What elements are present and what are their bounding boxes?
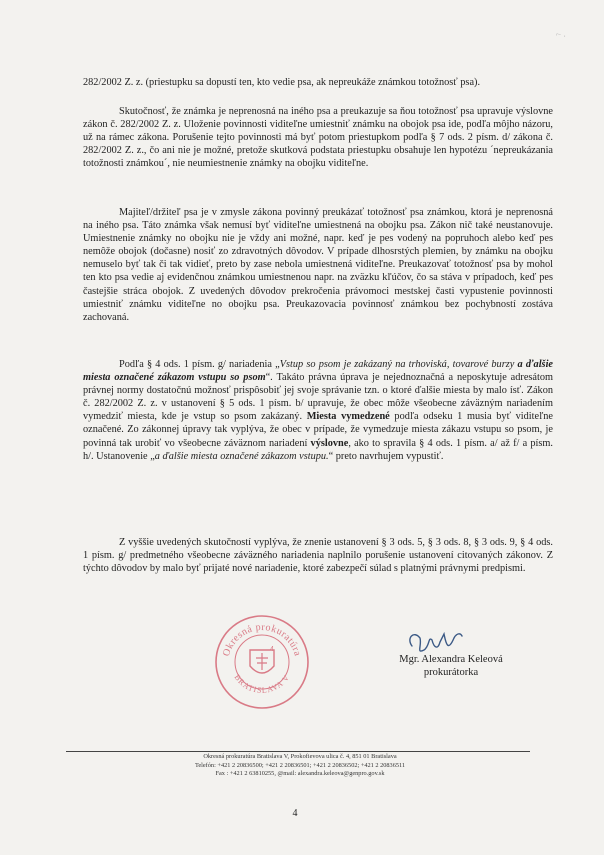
paragraph-regulation-4-1-g (83, 358, 553, 463)
footer-fax-email: Fax : +421 2 63810255, @mail: alexandra.keleova@genpro.gov.sk (215, 770, 385, 778)
official-stamp (212, 612, 312, 712)
stamp-bottom-text: BRATISLAVA V (232, 672, 292, 695)
page-number: 4 (292, 808, 298, 819)
emphasis-miesta-vymedzene: Miesta vymedzené (306, 411, 390, 423)
paragraph-conclusion: Z vyššie uvedených skutočností vyplýva, že znenie ustanovení § 3 ods. 5, § 3 ods. 8, § 3 ods. 9, § 4 ods. 1 písm. g/ predmetného všeobecne záväzného nariadenia naplnilo porušenie ustanovení citovaných zákonov. Z týchto dôvodov by malo byť prijaté nové nariadenie, ktoré zabezpečí súlad s platnými právnymi predpismi. (83, 537, 553, 575)
signatory-title: prokurátorka (423, 667, 479, 678)
text-run: , ako to spravila § 4 ods. 1 písm. a/ až f/ a písm. h/. Ustanovenie „ (83, 437, 553, 462)
text-run: “ preto navrhujem vypustiť. (328, 450, 444, 462)
svg-text:Okresná prokuratúra (221, 622, 303, 658)
footer-divider (66, 751, 530, 752)
footer-address: Okresná prokuratúra Bratislava V, Prokofievova ulica č. 4, 851 01 Bratislava (203, 753, 397, 760)
stamp-top-text: Okresná prokuratúra (220, 621, 303, 658)
paragraph-owner-obligation: Majiteľ/držiteľ psa je v zmysle zákona povinný preukázať totožnosť psa známkou, ktorá je neprenosná na iného psa. Táto známka však nemusí byť viditeľne umiestnená na obojku psa. Zákon nič také neustanovuje. Umiestnenie známky no obojku nie je vždy ani možné, napr. keď je pes vodený na popruhoch alebo keď pes nemôže obojok (dočasne) nosiť zo zdravotných dôvodov. V prípade dlhosrstých plemien, by známku na obojku nemuselo byť tak či tak vidieť, preto by zase nebola umiestnená viditeľne. Preukazovať totožnosť psa by mohol ten kto psa vedie aj evidenčnou známkou umiestnenou napr. na zväzku kľúčov, čo sa stáva v prípadoch, keď pes častejšie stráca obojok. Z uvedených dôvodov prekročenia právomoci mestskej časti vypustenie povinnosti umiestniť známku viditeľne no obojku psa. Preukazovacia povinnosť známkou bez pochybností zostáva zachovaná. (83, 207, 553, 323)
corner-scribble: ⌐ · (554, 28, 568, 42)
footer-phone: Telefón: +421 2 20836500; +421 2 20836501; +421 2 20836502; +421 2 20836511 (194, 761, 406, 769)
signatory-name: Mgr. Alexandra Keleová (399, 654, 503, 665)
svg-text:BRATISLAVA V (232, 673, 291, 695)
emphasis-vyslovne: výslovne (310, 437, 349, 449)
quoted-provision-removal: a ďalšie miesta označené zákazom vstupu. (154, 450, 329, 462)
paragraph-intro-continuation: 282/2002 Z. z. (priestupku sa dopustí ten, kto vedie psa, ak nepreukáže známkou totožnosť psa). (83, 77, 481, 88)
quoted-provision: Vstup so psom je zakázaný na trhoviská, tovarové burzy (279, 359, 518, 370)
signatory-block (361, 653, 541, 679)
text-run: “. Takáto právna úprava je nejednoznačná a neposkytuje adresátom právnej normy dostatočnú možnosť prispôsobiť jej svoje správanie tzn. o ktoré ďalšie miesta by malo ísť. Zákon č. 282/2002 Z. z. v ustanovení § 5 ods. 1 písm. b/ upravuje, že obec môže všeobecne záväzným nariadením vymedziť miesta, kde je vstup so psom zakázaný. (83, 372, 553, 423)
stamp-center-number: 4 (270, 646, 274, 653)
quoted-provision-emphasis: a ďalšie miesta označené zákazom vstupu so psom (83, 359, 553, 384)
text-run: Podľa § 4 ods. 1 písm. g/ nariadenia „ (119, 359, 280, 370)
letterhead-footer (110, 753, 490, 779)
paragraph-known-fact: Skutočnosť, že známka je neprenosná na iného psa a preukazuje sa ňou totožnosť psa upravuje výslovne zákon č. 282/2002 Z. z. Uloženie povinnosti viditeľne umiestniť známku na obojok psa ide, podľa môjho názoru, už na rámec zákona. Porušenie tejto povinnosti má byť potom priestupkom podľa § 7 ods. 2 písm. d/ zákona č. 282/2002 Z. z., čo ani nie je možné, pretože skutková podstata priestupku obsahuje len hypotézu ´nepreukázania totožnosti známkou´, nie neumiestnenie známky na obojku viditeľne. (83, 106, 553, 170)
text-run: podľa odseku 1 musia byť viditeľne označené. Zo zákonnej úpravy tak vyplýva, že obec v prípade, že vymedzuje miesta zákazu vstupu so psom, je povinná tak urobiť vo všeobecne záväznom nariadení (83, 411, 554, 449)
